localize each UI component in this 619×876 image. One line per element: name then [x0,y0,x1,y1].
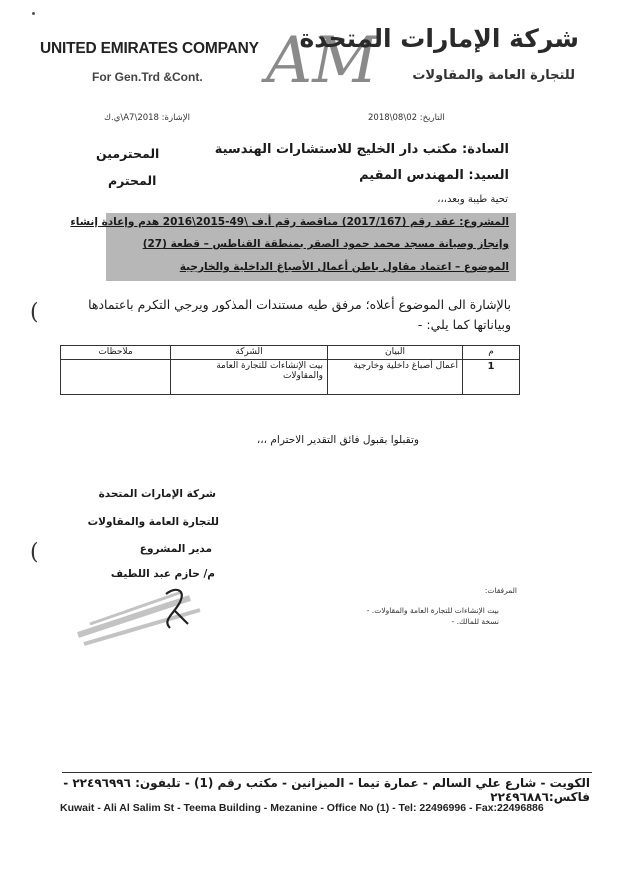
addressee-honorific-1: المحترمين [96,146,160,161]
subject-topic: الموضوع – اعتماد مقاول باطن أعمال الأصباغ الداخلية والخارجية [179,261,509,273]
scan-speck [32,12,35,15]
table-header: الشركة [171,346,328,360]
letter-date: التاريخ: 02\08\2018 [368,113,445,123]
signature-title: مدير المشروع [139,543,212,555]
attachment-item: نسخة للمالك. - [451,617,499,626]
footer-address-ar: الكويت - شارع علي السالم - عمارة تيما - الميزانين - مكتب رقم (1) - تليفون: ٢٢٤٩٦٩٩٦ - فاكس:٢٢٤٩٦٨٨٦ [63,776,590,804]
table-cell-company: بيت الإنشاءات للتجارة العامة والمقاولات [171,360,328,395]
logo-letters: AM [266,24,378,98]
addressee-line-1: السادة: مكتب دار الخليج للاستشارات الهندسية [214,142,509,157]
company-stamp [70,580,210,652]
table-cell-number: 1 [463,360,520,395]
company-name-ar: شركة الإمارات المتحدة [299,24,579,53]
footer-divider [62,772,592,773]
signature-company-sub: للتجارة العامة والمقاولات [87,516,219,528]
closing-line: وتقبلوا بقبول فائق التقدير الاحترام ،،، [256,434,419,446]
table-header: م [463,346,520,360]
table-header-row [61,346,520,360]
footer-address-en: Kuwait - Ali Al Salim St - Teema Building - Mezanine - Office No (1) - Tel: 22496996 - Fax:22496886 [60,802,544,814]
table-cell-statement: أعمال أصباغ داخلية وخارجية [328,360,463,395]
company-name-en: UNITED EMIRATES COMPANY [40,40,259,57]
body-paragraph-line-1: بالإشارة الى الموضوع أعلاه؛ مرفق طيه مستندات المذكور ويرجي التكرم باعتمادها [88,297,511,312]
addressee-line-2: السيد: المهندس المقيم [359,168,509,183]
subject-project-line-2: وإنجاز وصيانة مسجد محمد حمود الصقر بمنطقة القناطس – قطعة (27) [142,238,509,250]
signature-company: شركة الإمارات المتحدة [98,488,216,500]
greeting: تحية طيبة وبعد،،، [437,194,508,205]
company-tagline-en: For Gen.Trd &Cont. [92,70,203,84]
table-row [61,360,520,395]
attachment-item: بيت الإنشاءات للتجارة العامة والمقاولات. - [366,606,499,615]
addressee-honorific-2: المحترم [108,173,157,188]
company-tagline-ar: للتجارة العامة والمقاولات [412,68,575,83]
body-paragraph-line-2: وبياناتها كما يلي: - [417,317,511,332]
letter-reference: الإشارة: A7\2018\ي.ك [104,113,190,123]
table-header: البيان [328,346,463,360]
subject-project-line-1: المشروع: عقد رقم (2017/167) مناقصة رقم أ.ف \49-2015\2016 هدم وإعادة إنشاء [70,216,509,228]
attachments-heading: المرفقات: [484,586,517,595]
signature-name: م/ حازم عبد اللطيف [110,568,215,580]
scan-mark: ( [30,300,39,325]
items-table [60,345,520,395]
table-cell-notes [61,360,171,395]
scan-mark: ( [30,540,39,565]
table-header: ملاحظات [61,346,171,360]
